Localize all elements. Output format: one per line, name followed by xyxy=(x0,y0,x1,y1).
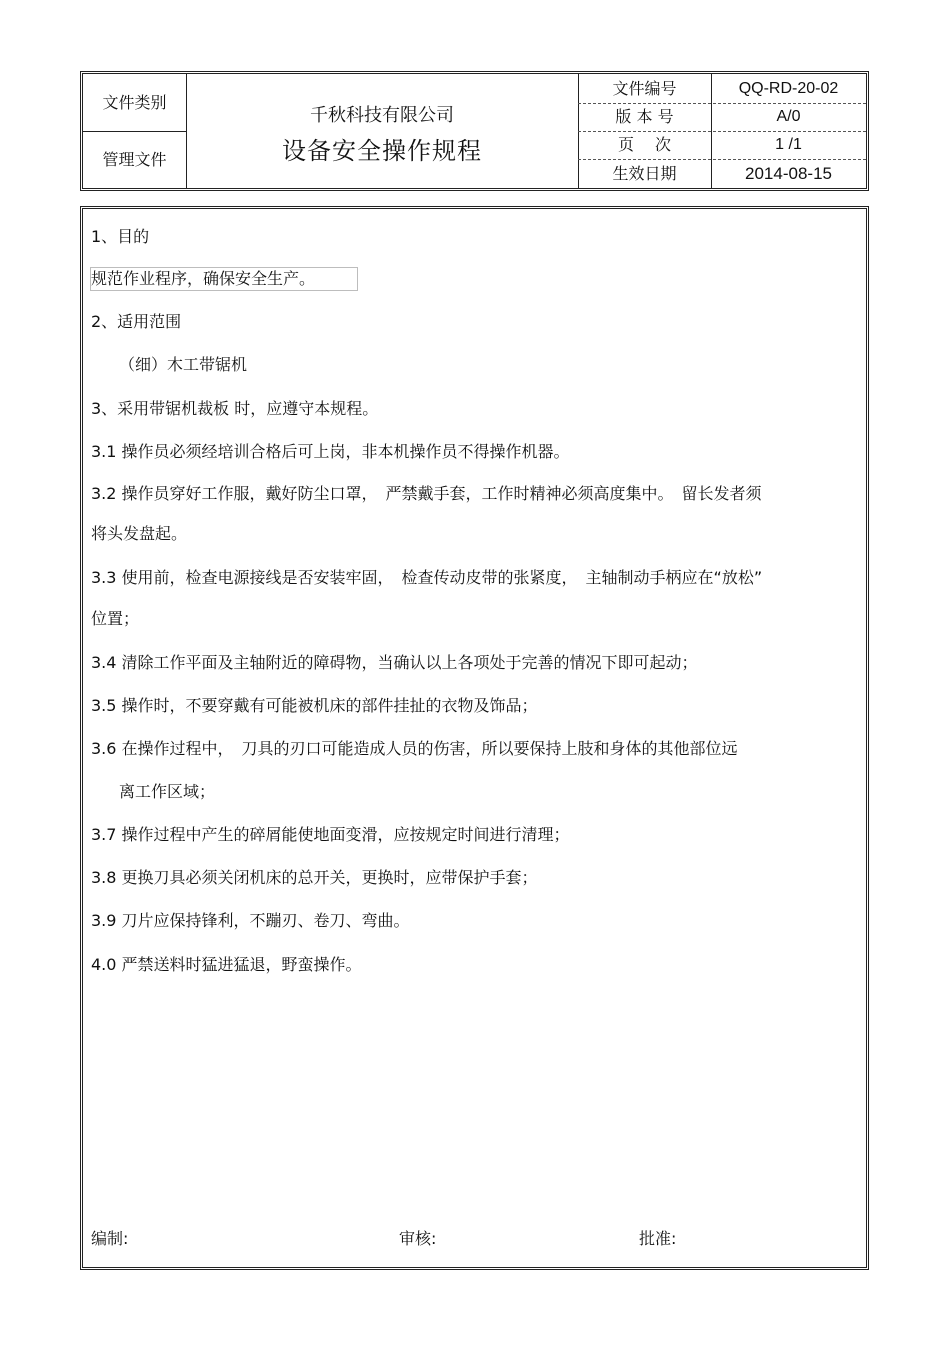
rule-3-1: 3.1 操作员必须经培训合格后可上岗，非本机操作员不得操作机器。 xyxy=(91,442,570,461)
document-title: 设备安全操作规程 xyxy=(282,137,482,165)
version-value: A/0 xyxy=(776,108,801,125)
scope-text: （细）木工带锯机 xyxy=(119,355,248,374)
rule-4-0: 4.0 严禁送料时猛进猛退，野蛮操作。 xyxy=(91,955,362,974)
doc-number-value: QQ-RD-20-02 xyxy=(738,79,839,97)
purpose-text: 规范作业程序，确保安全生产。 xyxy=(91,269,316,288)
page-label: 页 次 xyxy=(617,135,672,154)
section-heading-procedure: 3、采用带锯机裁板 时，应遵守本规程。 xyxy=(91,399,379,418)
approved-by-label: 批准: xyxy=(639,1229,677,1248)
document-header-table xyxy=(80,71,869,191)
rule-3-8: 3.8 更换刀具必须关闭机床的总开关，更换时，应带保护手套； xyxy=(91,868,538,887)
rule-3-5: 3.5 操作时，不要穿戴有可能被机床的部件挂扯的衣物及饰品； xyxy=(91,696,538,715)
prepared-by-label: 编制: xyxy=(91,1229,129,1248)
section-heading-scope: 2、适用范围 xyxy=(91,312,182,331)
effective-date-value: 2014-08-15 xyxy=(745,164,832,183)
reviewed-by-label: 审核: xyxy=(399,1229,437,1248)
rule-3-6: 3.6 在操作过程中， 刀具的刃口可能造成人员的伤害，所以要保持上肢和身体的其他部位远 xyxy=(91,739,738,758)
section-heading-purpose: 1、目的 xyxy=(91,227,150,246)
page-value: 1 /1 xyxy=(775,136,802,153)
rule-3-3-cont: 位置； xyxy=(91,609,140,628)
document-body xyxy=(80,206,869,1270)
rule-3-2-cont: 将头发盘起。 xyxy=(91,524,188,543)
doc-number-label: 文件编号 xyxy=(612,78,677,98)
header-divider xyxy=(186,74,187,188)
company-name: 千秋科技有限公司 xyxy=(310,105,454,126)
category-value: 管理文件 xyxy=(102,149,167,169)
rule-3-9: 3.9 刀片应保持锋利，不蹦刃、卷刀、弯曲。 xyxy=(91,911,410,930)
rule-3-3: 3.3 使用前，检查电源接线是否安装牢固， 检查传动皮带的张紧度， 主轴制动手柄应在“放松” xyxy=(91,568,763,587)
rule-3-6-cont: 离工作区域； xyxy=(119,782,216,801)
rule-3-7: 3.7 操作过程中产生的碎屑能使地面变滑，应按规定时间进行清理； xyxy=(91,825,570,844)
category-label: 文件类别 xyxy=(102,92,167,112)
rule-3-2: 3.2 操作员穿好工作服，戴好防尘口罩， 严禁戴手套，工作时精神必须高度集中。 留长发者须 xyxy=(91,484,762,503)
effective-date-label: 生效日期 xyxy=(612,163,677,183)
rule-3-4: 3.4 清除工作平面及主轴附近的障碍物，当确认以上各项处于完善的情况下即可起动； xyxy=(91,653,698,672)
version-label: 版 本 号 xyxy=(615,107,674,126)
